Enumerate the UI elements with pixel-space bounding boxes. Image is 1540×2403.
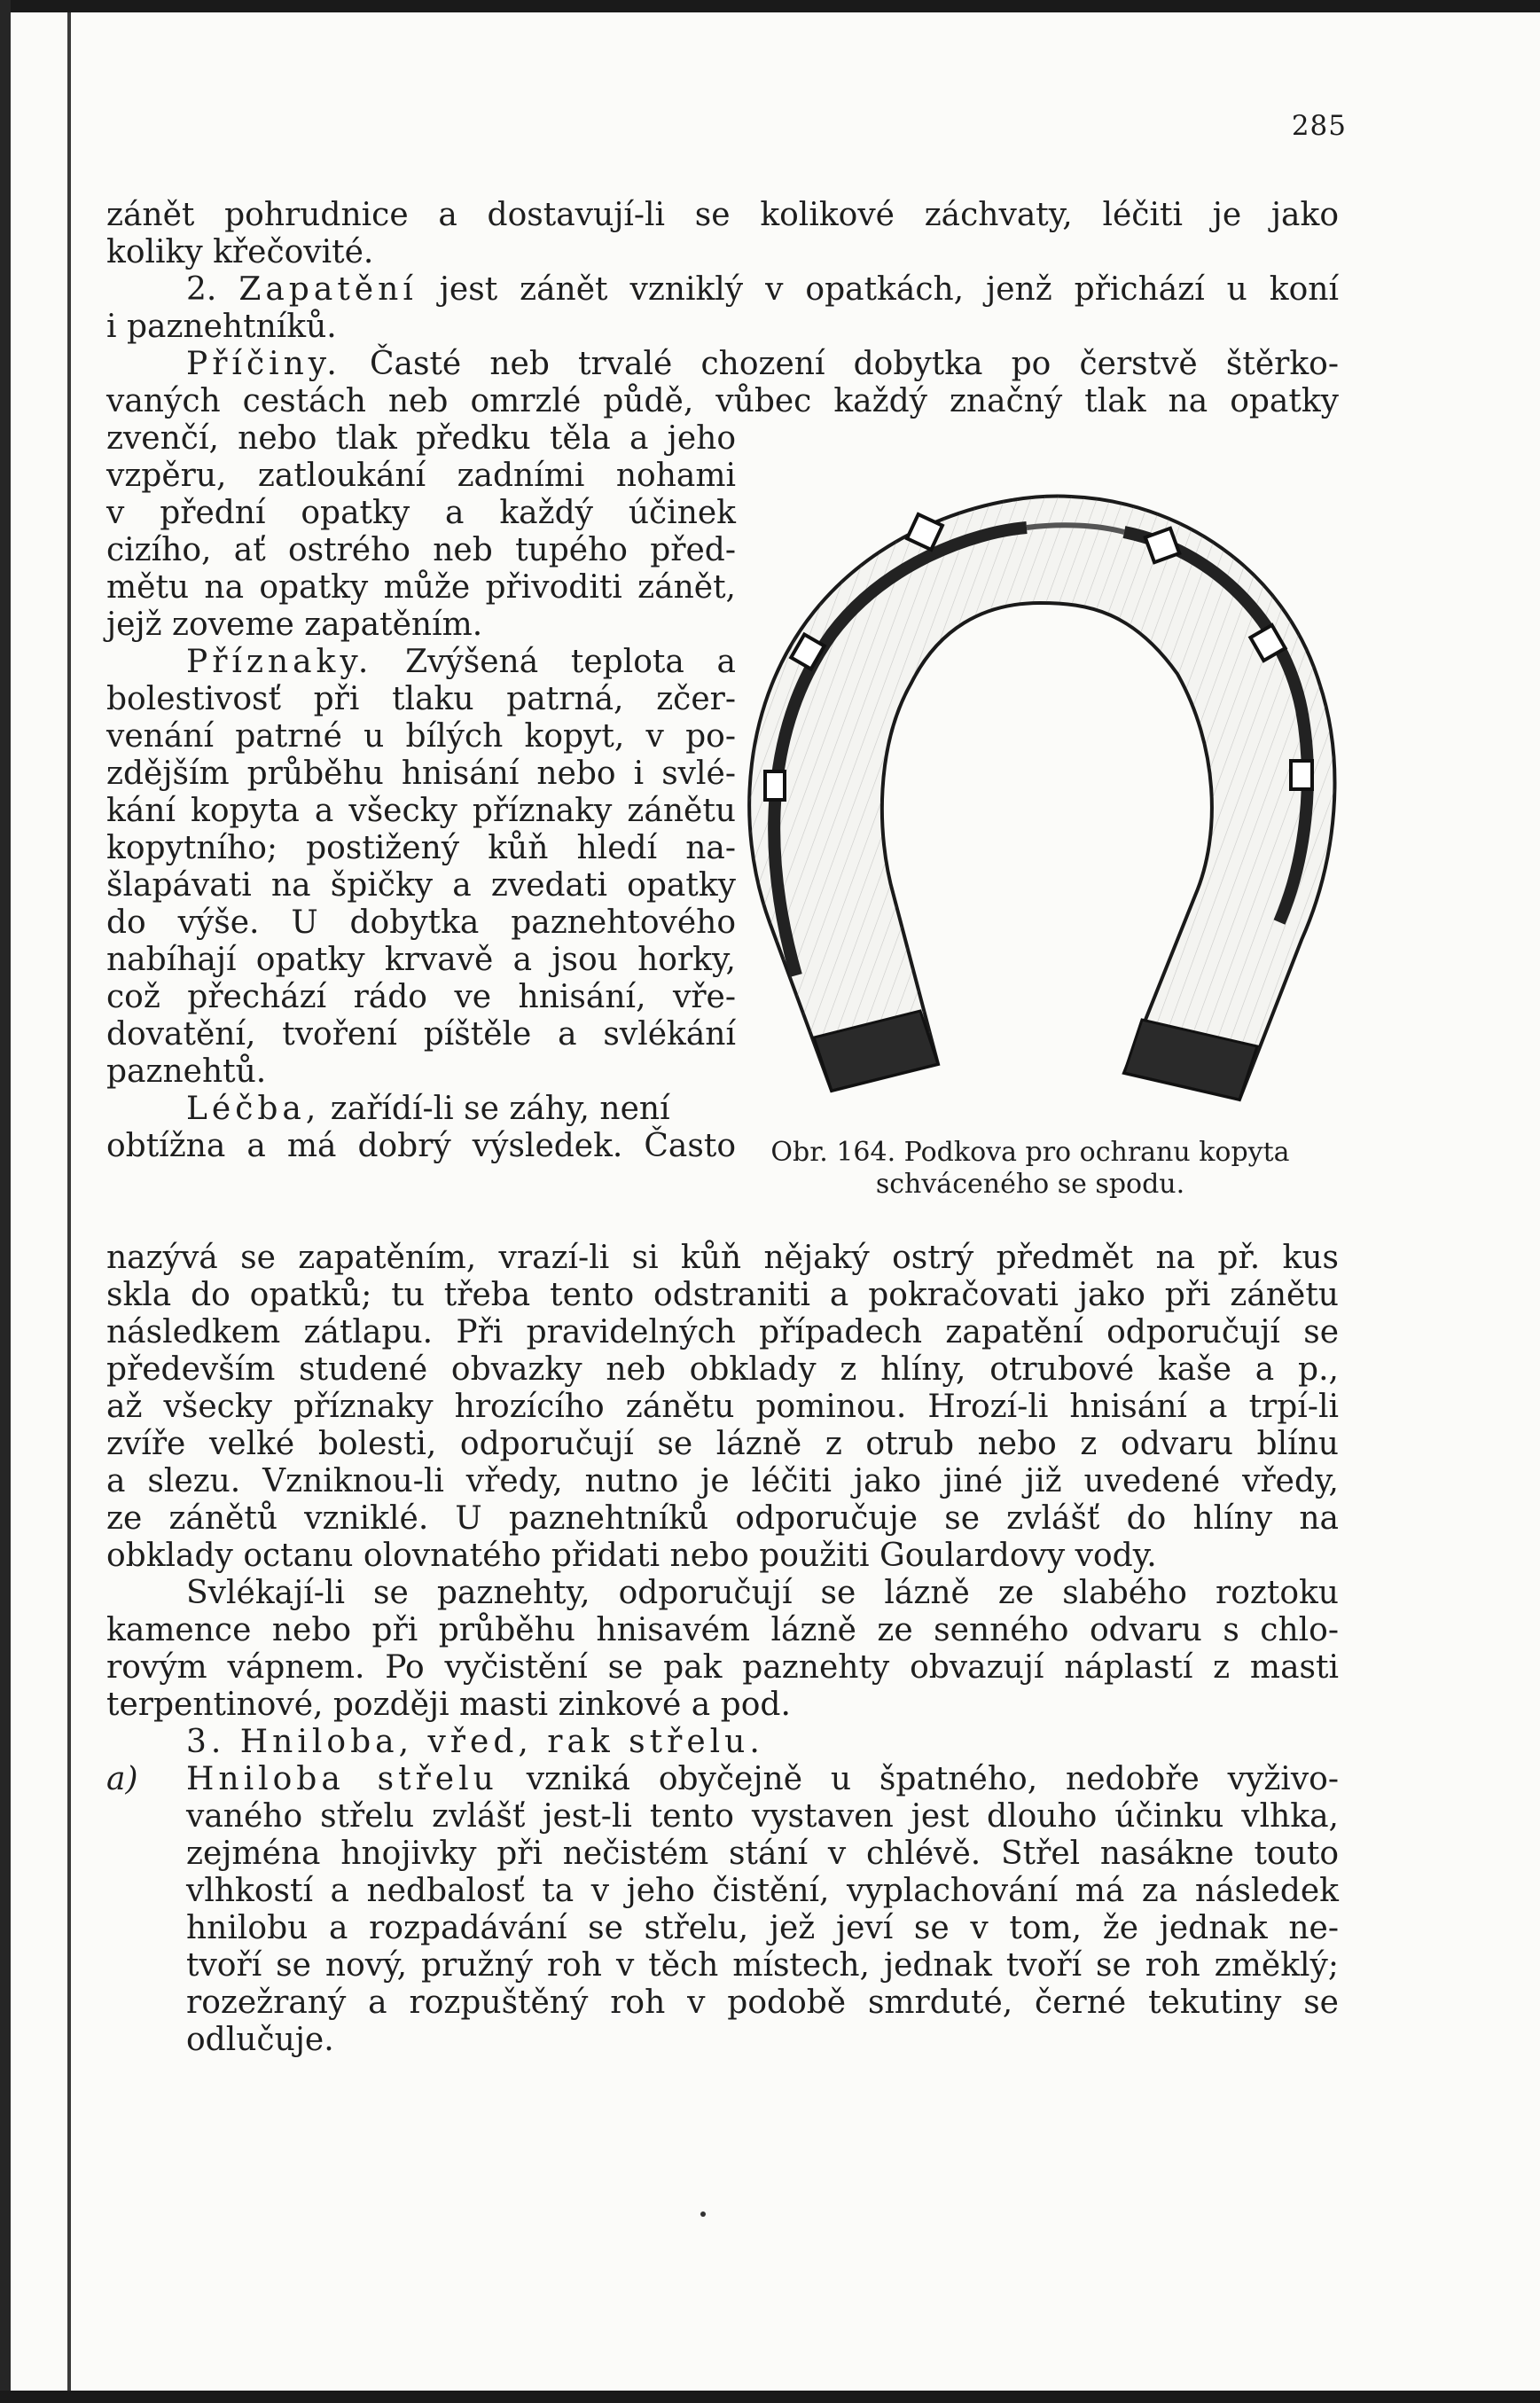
- text-line: kamence nebo při průběhu hnisavém lázně ze senného odvaru s chlo-: [106, 1612, 1339, 1648]
- text-line: zánět pohrudnice a dostavují-li se kolikové záchvaty, léčiti je jako: [106, 197, 1339, 233]
- term-lecba: Léčba,: [186, 1091, 321, 1127]
- text-line: rovým vápnem. Po vyčistění se pak paznehty obvazují náplastí z masti: [106, 1649, 1339, 1686]
- text-run: Zvýšená teplota a: [405, 644, 736, 680]
- scan-binding-line: [67, 12, 71, 2403]
- text-run: jest zánět vzniklý v opatkách, jenž přichází u koní: [439, 271, 1339, 308]
- text-line: především studené obvazky neb obklady z hlíny, otrubové kaše a p.,: [106, 1351, 1339, 1388]
- term-zapateni: Zapatění: [238, 271, 418, 308]
- paragraph-priciny: [106, 346, 1339, 383]
- scan-border-top: [0, 0, 1540, 12]
- text-line: následkem zátlapu. Při pravidelných případech zapatění odporučují se: [106, 1314, 1339, 1350]
- text-line: až všecky příznaky hrozícího zánětu pominou. Hrozí-li hnisání a trpí-li: [106, 1389, 1339, 1425]
- text-line: zdějším průběhu hnisání nebo i svlé-: [106, 755, 736, 792]
- text-line: cizího, ať ostrého neb tupého před-: [106, 532, 736, 568]
- speck-dot: [700, 2211, 706, 2217]
- text-line: vaného střelu zvlášť jest-li tento vystaven jest dlouho účinku vlhka,: [186, 1798, 1339, 1835]
- text-line: nabíhají opatky krvavě a jsou horky,: [106, 942, 736, 978]
- caption-line: Obr. 164. Podkova pro ochranu kopyta: [770, 1137, 1290, 1168]
- text-line: zejména hnojivky při nečistém stání v chlévě. Střel nasákne touto: [186, 1836, 1339, 1872]
- text-block-lower: [106, 1240, 1339, 2059]
- item-marker: a): [106, 1761, 138, 1797]
- text-line: Svlékají-li se paznehty, odporučují se lázně ze slabého roztoku: [186, 1575, 1339, 1611]
- text-line: paznehtů.: [106, 1053, 267, 1090]
- caption-line: schváceného se spodu.: [875, 1169, 1185, 1200]
- text-run: vzniká obyčejně u špatného, nedobře vyživo-: [526, 1761, 1339, 1797]
- text-line: bolestivosť při tlaku patrná, zčer-: [106, 681, 736, 717]
- item-number: 2.: [186, 271, 217, 308]
- text-block-upper: [106, 197, 1339, 420]
- paragraph-lecba: [106, 1091, 736, 1128]
- nail-icon: [765, 771, 785, 800]
- scan-border-bottom: [0, 2391, 1540, 2403]
- text-line: odlučuje.: [186, 2022, 334, 2058]
- figure-caption: [720, 1137, 1341, 1201]
- text-line: mětu na opatky může přivoditi zánět,: [106, 569, 736, 606]
- text-run: zařídí-li se záhy, není: [330, 1091, 670, 1127]
- text-line: tvoří se nový, pružný roh v těch místech, jednak tvoří se roh změklý;: [186, 1947, 1339, 1984]
- text-line: v přední opatky a každý účinek: [106, 495, 736, 531]
- text-line: venání patrné u bílých kopyt, v po-: [106, 718, 736, 755]
- text-line: nazývá se zapatěním, vrazí-li si kůň nějaký ostrý předmět na př. kus: [106, 1240, 1339, 1276]
- text-line: vaných cestách neb omrzlé půdě, vůbec každý značný tlak na opatky: [106, 383, 1339, 419]
- text-line: kopytního; postižený kůň hledí na-: [106, 830, 736, 866]
- text-line: koliky křečovité.: [106, 234, 374, 270]
- text-line: ze zánětů vzniklé. U paznehtníků odporučuje se zvlášť do hlíny na: [106, 1500, 1339, 1537]
- text-line: což přechází rádo ve hnisání, vře-: [106, 979, 736, 1015]
- text-block-narrow: [106, 420, 736, 1165]
- text-line: skla do opatků; tu třeba tento odstraniti a pokračovati jako při zánětu: [106, 1277, 1339, 1313]
- term-hniloba: Hniloba střelu: [186, 1761, 498, 1797]
- text-line: i paznehtníků.: [106, 309, 337, 345]
- term-priciny: Příčiny.: [186, 346, 341, 382]
- text-line: zvíře velké bolesti, odporučují se lázně z otrub nebo z odvaru blínu: [106, 1426, 1339, 1462]
- text-line: rozežraný a rozpuštěný roh v podobě smrduté, černé tekutiny se: [186, 1984, 1339, 2021]
- section-heading-item-3: 3. Hniloba, vřed, rak střelu.: [186, 1724, 764, 1760]
- text-line: vlhkostí a nedbalosť ta v jeho čistění, vyplachování má za následek: [186, 1873, 1339, 1909]
- horseshoe-figure: [734, 479, 1346, 1126]
- text-line: šlapávati na špičky a zvedati opatky: [106, 867, 736, 904]
- text-line: obtížna a má dobrý výsledek. Často: [106, 1128, 736, 1164]
- page-number: 285: [1291, 110, 1347, 142]
- text-line: zvenčí, nebo tlak předku těla a jeho: [106, 420, 736, 457]
- text-line: dovatění, tvoření píštěle a svlékání: [106, 1016, 736, 1053]
- text-line: jejž zoveme zapatěním.: [106, 607, 483, 643]
- text-run: Časté neb trvalé chození dobytka po čerstvě štěrko-: [369, 346, 1339, 382]
- paragraph-priznaky: [106, 644, 736, 681]
- paragraph-item-2: [106, 271, 1339, 309]
- paragraph-item-a: [106, 1761, 1339, 1798]
- text-line: obklady octanu olovnatého přidati nebo použiti Goulardovy vody.: [106, 1538, 1157, 1574]
- text-line: do výše. U dobytka paznehtového: [106, 904, 736, 941]
- scan-border-left: [0, 0, 11, 2403]
- nail-icon: [1291, 761, 1312, 789]
- text-line: kání kopyta a všecky příznaky zánětu: [106, 793, 736, 829]
- text-line: vzpěru, zatloukání zadními nohami: [106, 458, 736, 494]
- text-line: a slezu. Vzniknou-li vředy, nutno je léčiti jako jiné již uvedené vředy,: [106, 1463, 1339, 1499]
- text-line: hnilobu a rozpadávání se střelu, jež jeví se v tom, že jednak ne-: [186, 1910, 1339, 1946]
- term-priznaky: Příznaky.: [186, 644, 373, 680]
- text-line: terpentinové, později masti zinkové a pod.: [106, 1687, 791, 1723]
